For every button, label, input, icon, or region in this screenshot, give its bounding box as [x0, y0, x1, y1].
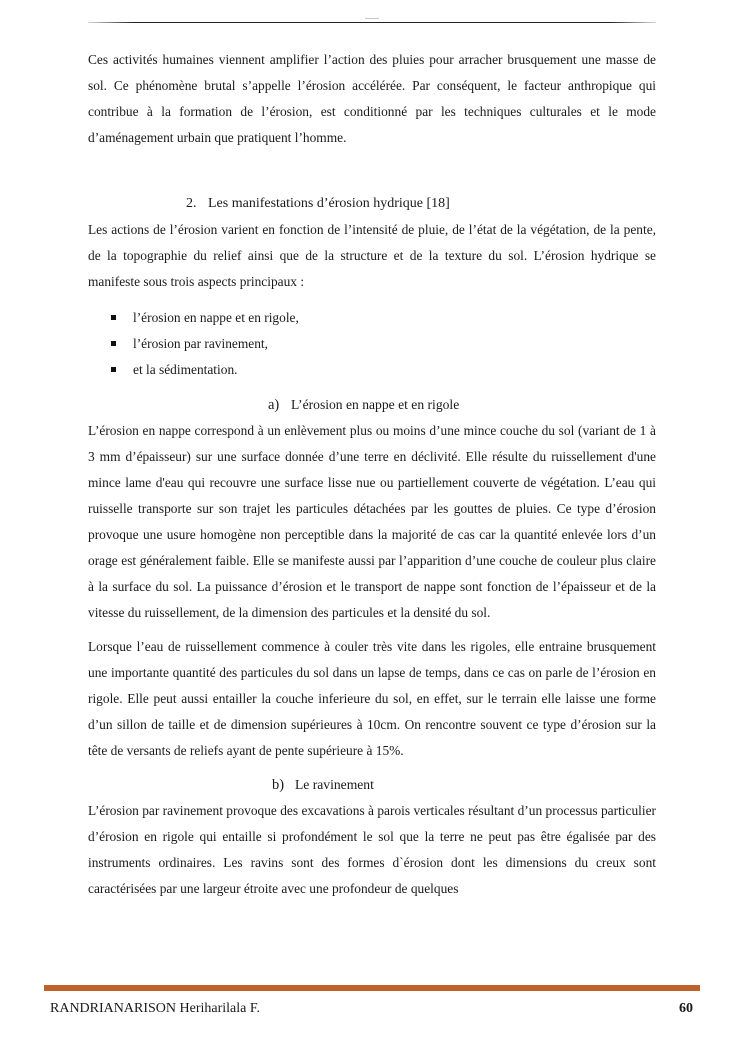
paragraph-gully-erosion: L’érosion par ravinement provoque des excavations à parois verticales résultant d’un processus particulier d’érosion en rigole qui entaille si profondément le sol que la terre ne peut pas être égalisée par des instruments ordinaires. Les ravins sont des formes d`érosion dont les dimensions du creux sont caractérisées par une largeur étroite avec une profondeur de quelques [88, 803, 656, 896]
bullet-list-erosion-aspects [88, 305, 656, 383]
subheading-sheet-rill-erosion [88, 392, 656, 418]
header-rule-mark [365, 18, 379, 19]
paragraph-sheet-erosion: L’érosion en nappe correspond à un enlèvement plus ou moins d’une mince couche du sol (variant de 1 à 3 mm d’épaisseur) sur une surface donnée d’une terre en déclivité. Elle résulte du ruissellement d'une mince lame d'eau qui recouvre une surface lisse nue ou partiellement couverte de végétation. L’eau qui ruisselle transporte sur son trajet les particules détachées par les gouttes de pluies. Ce type d’érosion provoque une usure homogène non perceptible dans la majorité de cas car la quantité enlevée lors d’un orage est généralement faible. Elle se manifeste aussi par l’apparition d’une couche de couleur plus claire à la surface du sol. La puissance d’érosion et le transport de nappe sont fonction de l’épaisseur et de la vitesse du ruissellement, de la dimension des particules et la densité du sol. [88, 423, 656, 620]
section-heading-manifestations [88, 191, 656, 217]
subheading-title: Le ravinement [295, 777, 374, 792]
square-bullet-icon [111, 341, 116, 346]
header-rule [88, 22, 656, 23]
page-body [88, 47, 656, 902]
subheading-marker: b) [272, 777, 285, 793]
subheading-gully-erosion [88, 772, 656, 798]
paragraph-anthropic-factor: Ces activités humaines viennent amplifier l’action des pluies pour arracher brusquement une masse de sol. Ce phénomène brutal s’appelle l’érosion accélérée. Par conséquent, le facteur anthropique qui contribue à la formation de l’érosion, est conditionné par les techniques culturales et le mode d’aménagement urbain que pratiquent l’homme. [88, 52, 656, 145]
section-number: 2. [186, 196, 197, 211]
section-title: Les manifestations d’érosion hydrique [18] [208, 196, 450, 211]
paragraph-rill-erosion: Lorsque l’eau de ruissellement commence à couler très vite dans les rigoles, elle entraine brusquement une importante quantité des particules du sol dans un lapse de temps, dans ce cas on parle de l’érosion en rigole. Elle peut aussi entailler la couche inferieure du sol, en effet, sur le terrain elle laisse une forme d’un sillon de taille et de dimension supérieures à 10cm. On rencontre souvent ce type d’érosion sur la tête de versants de reliefs ayant de pente supérieure à 15%. [88, 639, 656, 758]
footer-author: RANDRIANARISON Heriharilala F. [50, 1001, 261, 1016]
list-item: l’érosion par ravinement, [88, 331, 656, 357]
list-item: l’érosion en nappe et en rigole, [88, 305, 656, 331]
square-bullet-icon [111, 315, 116, 320]
page-number: 60 [679, 1001, 693, 1016]
subheading-marker: a) [268, 397, 280, 413]
subheading-title: L’érosion en nappe et en rigole [291, 397, 460, 412]
footer-rule [44, 985, 700, 991]
paragraph-erosion-actions: Les actions de l’érosion varient en fonction de l’intensité de pluie, de l’état de la végétation, de la pente, de la topographie du relief ainsi que de la structure et de la texture du sol. L’érosion hydrique se manifeste sous trois aspects principaux : [88, 222, 656, 289]
square-bullet-icon [111, 367, 116, 372]
list-item: et la sédimentation. [88, 357, 656, 383]
